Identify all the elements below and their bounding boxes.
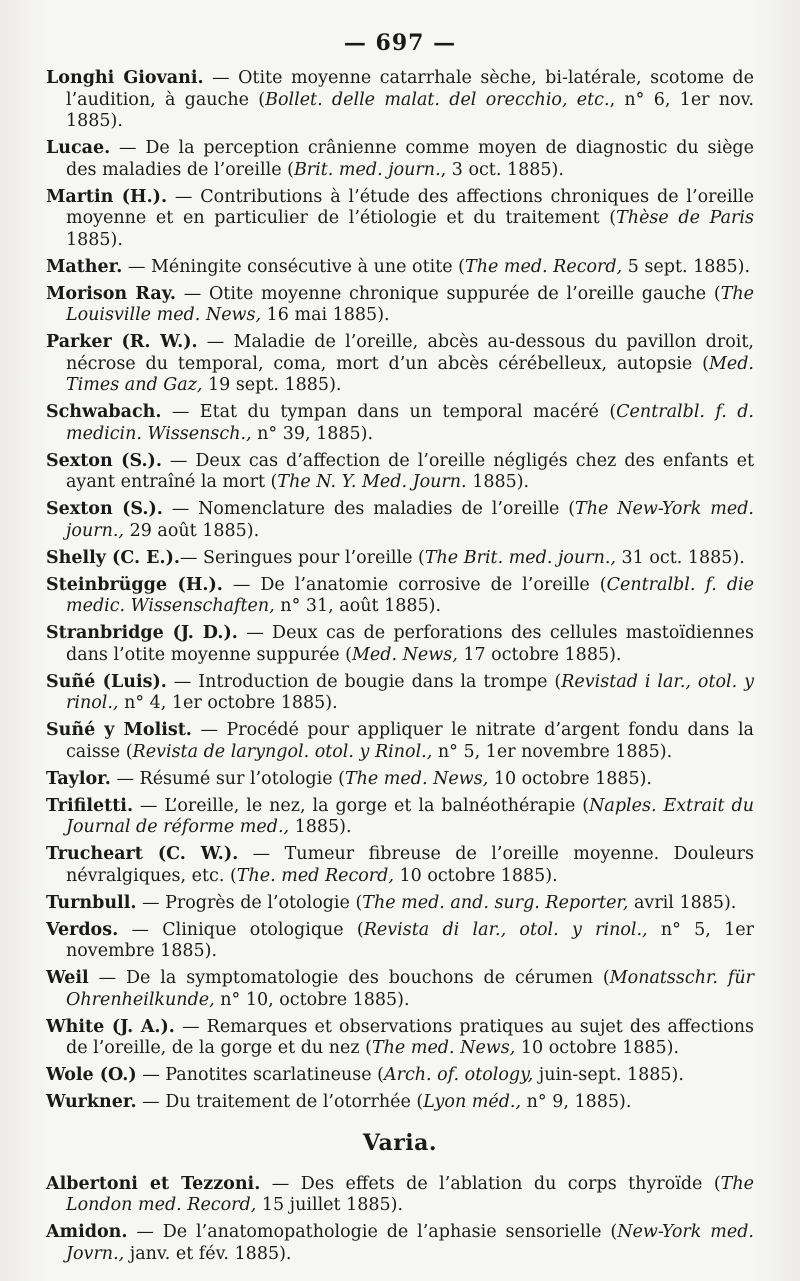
- entry-tail: 29 août 1885).: [124, 520, 260, 541]
- entry-tail: 16 mai 1885).: [261, 305, 390, 325]
- entry-tail: janv. et fév. 1885).: [124, 1243, 292, 1264]
- entry-tail: 10 octobre 1885).: [488, 768, 652, 789]
- entry-tail: , 3 oct. 1885).: [440, 159, 564, 180]
- entry-author: Suñé (Luis).: [46, 671, 167, 692]
- entry-tail: n° 39, 1885).: [251, 423, 374, 444]
- entry-author: Sexton (S.).: [46, 450, 162, 471]
- bibliography-entry: [46, 796, 754, 839]
- entry-text: — Deux cas d’affection de l’oreille négligés chez des enfants et ayant entraîné la mort (: [66, 450, 754, 492]
- entry-tail: n° 4, 1er octobre 1885).: [118, 693, 338, 713]
- entry-text: — Procédé pour appliquer le nitrate d’argent fondu dans la caisse (: [66, 720, 754, 762]
- entry-source: Thèse de Paris: [616, 208, 755, 228]
- entry-author: Wurkner.: [46, 1092, 137, 1112]
- entry-author: Trucheart (C. W.).: [46, 844, 239, 864]
- bibliography-entry: [46, 1065, 754, 1087]
- entry-source: Med. Times and Gaz,: [66, 353, 754, 395]
- entry-tail: 1885).: [466, 472, 530, 492]
- bibliography-list: [46, 68, 754, 1114]
- entry-author: Morison Ray.: [46, 283, 176, 304]
- entry-author: Shelly (C. E.).: [46, 547, 180, 568]
- entry-source: Lyon méd.,: [423, 1092, 522, 1112]
- entry-tail: 15 juillet 1885).: [256, 1195, 404, 1215]
- entry-tail: 19 sept. 1885).: [202, 375, 342, 395]
- bibliography-entry: [46, 332, 754, 397]
- entry-text: — Deux cas de perforations des cellules mastoïdiennes dans l’otite moyenne suppurée (: [66, 623, 755, 665]
- entry-tail: , n° 6, 1er nov. 1885).: [66, 89, 754, 131]
- entry-text: — Seringues pour l’oreille (: [179, 547, 425, 568]
- entry-source: Revista de laryngol. otol. y Rinol.,: [132, 741, 433, 762]
- entry-author: Schwabach.: [46, 402, 162, 422]
- entry-source: The med. Record,: [465, 256, 623, 277]
- entry-source: Brit. med. journ.: [293, 159, 441, 180]
- entry-text: — De l’anatomopathologie de l’aphasie sensorielle (: [127, 1222, 618, 1242]
- bibliography-entry: [46, 499, 754, 542]
- bibliography-entry: [46, 1222, 754, 1265]
- bibliography-entry: [46, 1174, 754, 1217]
- entry-source: Revista di lar., otol. y rinol.,: [363, 919, 648, 940]
- entry-text: — Otite moyenne chronique suppurée de l’oreille gauche (: [175, 283, 721, 304]
- entry-text: — Clinique otologique (: [118, 919, 364, 940]
- entry-source: Med. News,: [351, 644, 458, 665]
- entry-source: The Brit. med. journ.,: [424, 547, 616, 568]
- entry-text: — Etat du tympan dans un temporal macéré (: [161, 402, 617, 422]
- entry-source: Monatsschr. für Ohrenheilkunde,: [66, 968, 754, 1010]
- section-title: Varia.: [362, 1129, 438, 1156]
- entry-source: The N. Y. Med. Journ.: [277, 472, 467, 492]
- bibliography-entry: [46, 68, 754, 133]
- entry-text: — De la symptomatologie des bouchons de cérumen (: [88, 968, 610, 988]
- entry-author: Wole (O.): [46, 1065, 137, 1085]
- entry-tail: 10 octobre 1885).: [515, 1038, 680, 1058]
- bibliography-entry: [46, 257, 754, 279]
- entry-source: The. med Record,: [236, 865, 394, 886]
- entry-author: Suñé y Molist.: [46, 720, 192, 740]
- bibliography-entry: [46, 575, 754, 618]
- entry-tail: n° 10, octobre 1885).: [214, 989, 410, 1010]
- entry-source: Centralbl. f. d. medicin. Wissensch.,: [66, 402, 754, 444]
- entry-author: Trifiletti.: [46, 795, 134, 816]
- entry-tail: avril 1885).: [628, 892, 737, 913]
- entry-text: — L’oreille, le nez, la gorge et la balnéothérapie (: [133, 795, 590, 816]
- entry-tail: juin-sept. 1885).: [533, 1065, 684, 1085]
- entry-text: — Du traitement de l’otorrhée (: [136, 1092, 424, 1112]
- entry-source: The med. and. surg. Reporter,: [362, 892, 629, 913]
- entry-author: Stranbridge (J. D.).: [46, 623, 238, 643]
- bibliography-entry: [46, 623, 754, 666]
- entry-author: Longhi Giovani.: [46, 68, 204, 88]
- entry-author: Turnbull.: [46, 892, 137, 913]
- bibliography-entry: [46, 1017, 754, 1060]
- entry-author: Amidon.: [46, 1222, 128, 1242]
- entry-author: Albertoni et Tezzoni.: [46, 1173, 261, 1194]
- bibliography-entry: [46, 769, 754, 791]
- varia-list: [46, 1174, 754, 1266]
- entry-tail: n° 5, 1er novembre 1885).: [432, 741, 673, 762]
- entry-text: — Maladie de l’oreille, abcès au-dessous du pavillon droit, nécrose du temporal, coma, mort d’un abcès cérébelleux, autopsie (: [66, 332, 754, 374]
- page-number: — 697 —: [343, 30, 457, 56]
- entry-text: — Remarques et observations pratiques au sujet des affections de l’oreille, de la gorge et du nez (: [66, 1016, 754, 1058]
- bibliography-entry: [46, 548, 754, 570]
- entry-tail: n° 31, août 1885).: [274, 596, 442, 616]
- bibliography-entry: [46, 138, 754, 181]
- entry-source: New-York med. Jovrn.,: [66, 1222, 754, 1264]
- entry-text: — De l’anatomie corrosive de l’oreille (: [222, 574, 607, 595]
- entry-tail: 5 sept. 1885).: [622, 256, 751, 277]
- bibliography-entry: [46, 284, 754, 327]
- entry-text: — Panotites scarlatineuse (: [136, 1065, 384, 1085]
- bibliography-entry: [46, 844, 754, 887]
- entry-source: The London med. Record,: [66, 1173, 754, 1215]
- entry-tail: 31 oct. 1885).: [615, 547, 745, 568]
- bibliography-entry: [46, 920, 754, 963]
- entry-author: Parker (R. W.).: [46, 332, 198, 352]
- bibliography-entry: [46, 968, 754, 1011]
- entry-text: — Méningite consécutive à une otite (: [122, 256, 466, 277]
- bibliography-entry: [46, 402, 754, 445]
- entry-author: Mather.: [46, 256, 123, 277]
- bibliography-entry: [46, 1092, 754, 1114]
- entry-tail: 1885).: [66, 229, 123, 250]
- entry-author: Sexton (S.).: [46, 499, 163, 519]
- entry-text: — Contributions à l’étude des affections chroniques de l’oreille moyenne et en particulier de l’étiologie et du traitement (: [66, 186, 754, 228]
- bibliography-entry: [46, 451, 754, 494]
- entry-text: — Tumeur fibreuse de l’oreille moyenne. Douleurs névralgiques, etc. (: [66, 844, 755, 886]
- entry-text: — Introduction de bougie dans la trompe (: [166, 671, 562, 692]
- entry-source: The Louisville med. News,: [66, 283, 754, 325]
- entry-author: Lucae.: [46, 138, 111, 158]
- entry-tail: 1885).: [289, 817, 352, 837]
- entry-source: Arch. of. otology,: [383, 1065, 534, 1085]
- entry-text: — Otite moyenne catarrhale sèche, bi-latérale, scotome de l’audition, à gauche (: [66, 68, 754, 110]
- entry-source: Revistad i lar., otol. y rinol.,: [66, 671, 755, 713]
- entry-text: — De la perception crânienne comme moyen de diagnostic du siège des maladies de l’oreille (: [66, 138, 754, 180]
- entry-source: The med. News,: [371, 1038, 516, 1058]
- entry-source: Bollet. delle malat. del orecchio, etc.: [265, 89, 610, 110]
- entry-author: Steinbrügge (H.).: [46, 574, 223, 595]
- entry-tail: 10 octobre 1885).: [393, 865, 558, 886]
- entry-text: — Nomenclature des maladies de l’oreille (: [162, 499, 576, 519]
- entry-text: — Résumé sur l’otologie (: [110, 768, 345, 789]
- entry-author: White (J. A.).: [46, 1016, 175, 1037]
- entry-tail: 17 octobre 1885).: [457, 644, 622, 665]
- entry-text: — Progrès de l’otologie (: [136, 892, 363, 913]
- entry-source: The med. News,: [344, 768, 489, 789]
- bibliography-entry: [46, 893, 754, 915]
- bibliography-entry: [46, 720, 754, 763]
- entry-source: Naples. Extrait du Journal de réforme med.,: [66, 795, 754, 837]
- entry-author: Martin (H.).: [46, 186, 168, 207]
- entry-tail: n° 5, 1er novembre 1885).: [66, 919, 754, 961]
- bibliography-entry: [46, 187, 754, 252]
- entry-author: Taylor.: [46, 768, 111, 789]
- entry-tail: n° 9, 1885).: [521, 1092, 632, 1112]
- entry-source: Centralbl. f. die medic. Wissenschaften,: [66, 574, 754, 616]
- bibliography-entry: [46, 672, 754, 715]
- entry-source: The New-York med. journ.,: [66, 499, 754, 541]
- entry-author: Weil: [46, 968, 89, 988]
- entry-text: — Des effets de l’ablation du corps thyroïde (: [260, 1173, 721, 1194]
- entry-author: Verdos.: [46, 919, 119, 940]
